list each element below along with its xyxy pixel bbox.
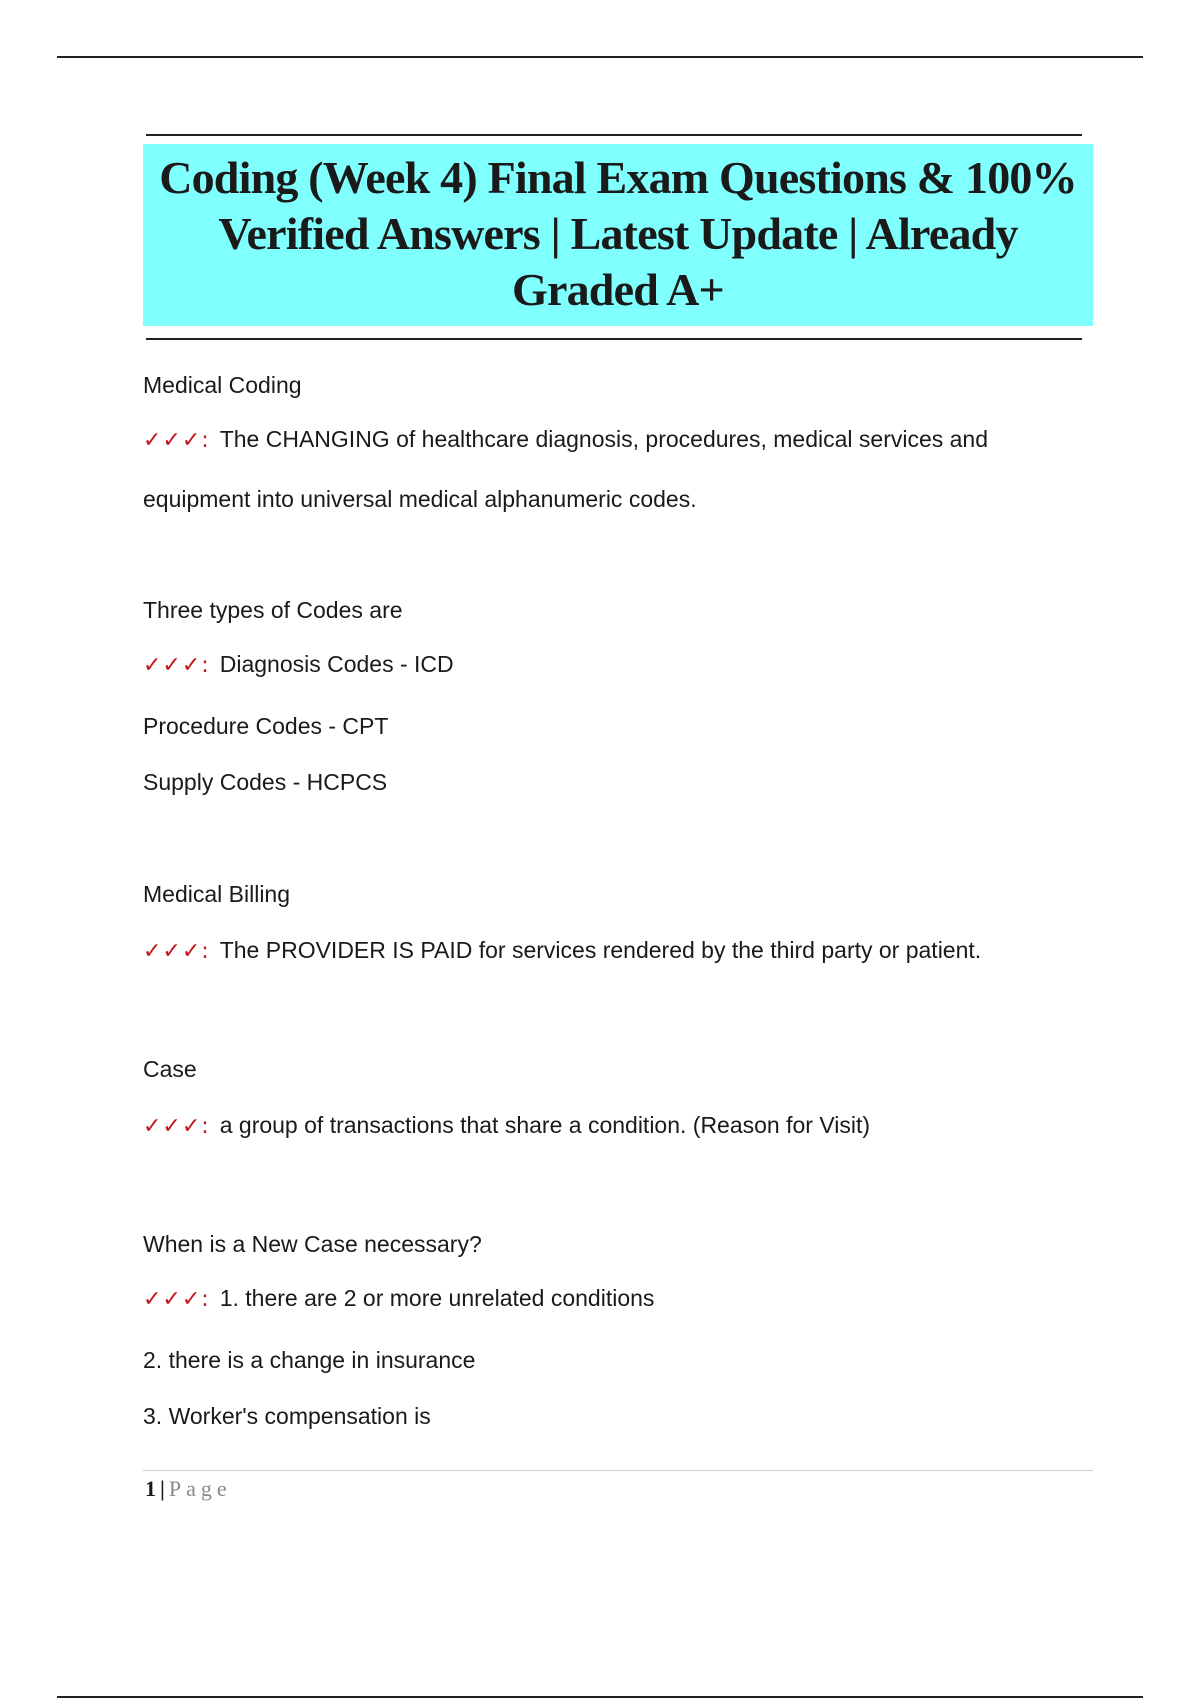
answer-text: 1. there are 2 or more unrelated conditions [219, 1285, 655, 1311]
title-top-rule [146, 134, 1082, 136]
title-bottom-rule [146, 338, 1082, 340]
question-text: Three types of Codes are [143, 597, 403, 623]
answer-line [143, 935, 1093, 967]
footer-rule [143, 1470, 1093, 1471]
answer-text: a group of transactions that share a condition. (Reason for Visit) [219, 1112, 871, 1138]
answer-line: Supply Codes - HCPCS [143, 769, 388, 795]
checkmark-icon: ✓✓✓: [143, 1114, 210, 1139]
page-top-rule [57, 56, 1143, 58]
title-banner [143, 144, 1093, 326]
answer-line [143, 1283, 1093, 1315]
footer-separator: | [160, 1476, 165, 1501]
answer-line: Procedure Codes - CPT [143, 713, 389, 739]
answer-text: The PROVIDER IS PAID for services rendered by the third party or patient. [219, 937, 982, 963]
answer-line [143, 1110, 1093, 1142]
qa-item [143, 1229, 1093, 1431]
qa-item [143, 595, 1093, 797]
checkmark-icon: ✓✓✓: [143, 939, 210, 964]
question-text: Medical Coding [143, 372, 302, 398]
answer-line [143, 649, 1093, 681]
answer-line: 2. there is a change in insurance [143, 1347, 476, 1373]
answer-text: The CHANGING of healthcare diagnosis, procedures, medical services and [219, 426, 989, 452]
page-bottom-rule [57, 1696, 1143, 1698]
checkmark-icon: ✓✓✓: [143, 1287, 210, 1312]
checkmark-icon: ✓✓✓: [143, 428, 210, 453]
question-text: Case [143, 1056, 197, 1082]
page-number: 1 [145, 1476, 156, 1501]
qa-item [143, 1054, 1093, 1142]
answer-line: 3. Worker's compensation is [143, 1403, 431, 1429]
answer-line: equipment into universal medical alphanumeric codes. [143, 486, 697, 512]
question-text: When is a New Case necessary? [143, 1231, 482, 1257]
document-content [143, 134, 1093, 1431]
page-footer [145, 1476, 232, 1502]
question-text: Medical Billing [143, 881, 291, 907]
document-title: Coding (Week 4) Final Exam Questions & 100% Verified Answers | Latest Update | Already Graded A+ [159, 152, 1077, 315]
qa-item [143, 370, 1093, 514]
page-label: Page [168, 1476, 232, 1501]
answer-text: Diagnosis Codes - ICD [219, 651, 454, 677]
qa-item [143, 879, 1093, 967]
checkmark-icon: ✓✓✓: [143, 653, 210, 678]
answer-line [143, 424, 1093, 456]
